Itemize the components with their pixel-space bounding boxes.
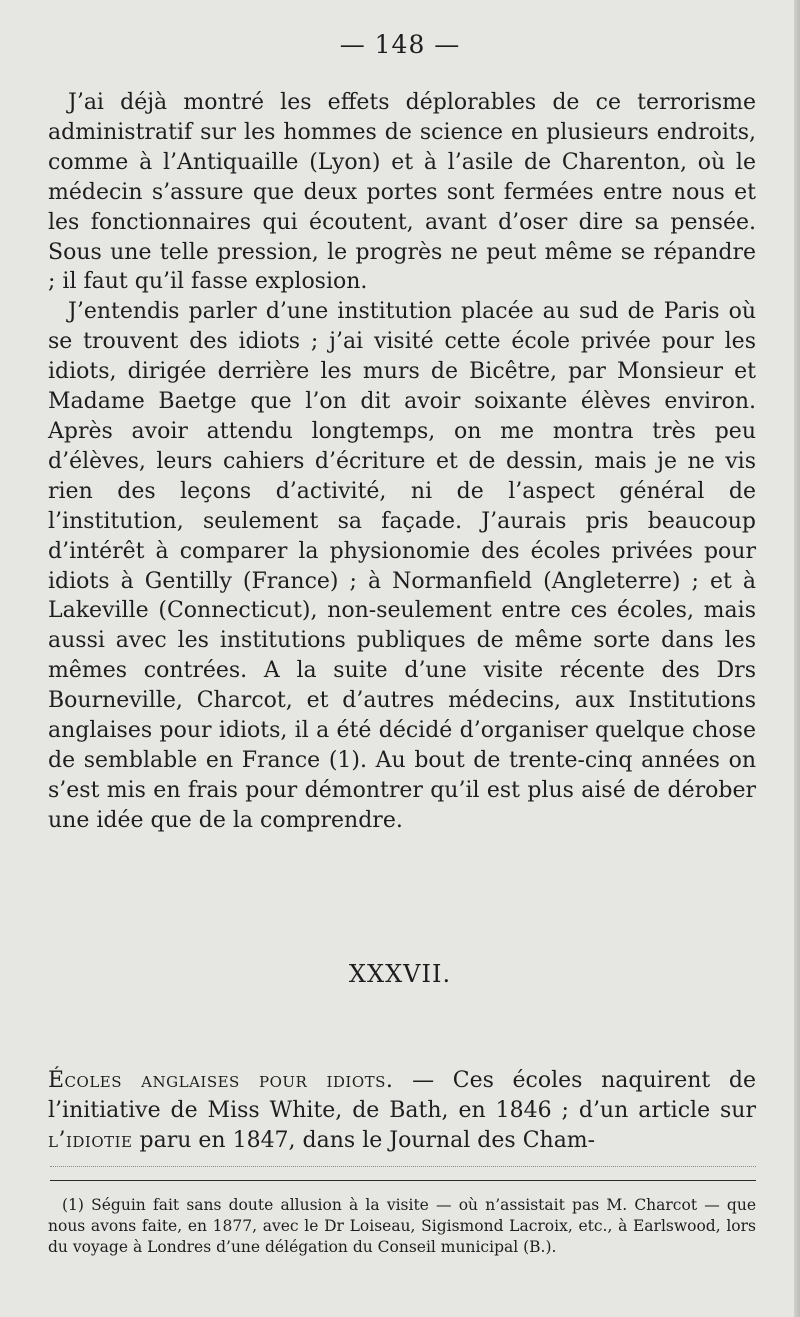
paragraph-terrorism: J’ai déjà montré les effets déplorables de ce terrorisme administratif sur les hommes de science en plusieurs endroits, comme à l’Antiquaille (Lyon) et à l’asile de Charenton, où le médecin s’assure que deux portes sont fermées entre nous et les fonctionnaires qui écoutent, avant d’oser dire sa pensée. Sous une telle pression, le progrès ne peut même se répandre ; il faut qu’il fasse explosion.: [48, 90, 756, 295]
section-inline-smallcaps: l’idiotie: [48, 1127, 133, 1153]
footnote-separator: [50, 1180, 756, 1181]
scan-edge-shadow: [794, 0, 800, 1317]
bleed-through-rule: [50, 1166, 756, 1167]
section-text-part-1: — Ces écoles naquirent de l’initiative de Miss White, de Bath, en 1846 ; d’un article sur: [48, 1068, 756, 1123]
section-heading: XXXVII.: [348, 960, 452, 988]
section-text: [48, 1066, 756, 1156]
footnote: (1) Séguin fait sans doute allusion à la visite — où n’assistait pas M. Charcot — que nous avons faite, en 1877, avec le Dr Loiseau, Sigismond Lacroix, etc., à Earlswood, lors du voyage à Londres d’une délégation du Conseil municipal (B.).: [48, 1196, 756, 1256]
page-number: — 148 —: [339, 30, 461, 59]
section-lead-title: Écoles anglaises pour idiots.: [48, 1068, 394, 1093]
section-text-part-2: paru en 1847, dans le Journal des Cham-: [132, 1127, 596, 1153]
body-text: [48, 88, 756, 836]
paragraph-institution-visit: J’entendis parler d’une institution placée au sud de Paris où se trouvent des idiots ; j’ai visité cette école privée pour les idiots, dirigée derrière les murs de Bicêtre, par Monsieur et Madame Baetge que l’on dit avoir soixante élèves environ. Après avoir attendu longtemps, on me montra très peu d’élèves, leurs cahiers d’écriture et de dessin, mais je ne vis rien des leçons d’activité, ni de l’aspect général de l’institution, seulement sa façade. J’aurais pris beaucoup d’intérêt à comparer la physionomie des écoles privées pour idiots à Gentilly (France) ; à Normanfield (Angleterre) ; et à Lakeville (Connecticut), non-seulement entre ces écoles, mais aussi avec les institutions publiques de même sorte dans les mêmes contrées. A la suite d’une visite récente des Drs Bourneville, Charcot, et d’autres médecins, aux Institutions anglaises pour idiots, il a été décidé d’organiser quelque chose de semblable en France (1). Au bout de trente-cinq années on s’est mis en frais pour démontrer qu’il est plus aisé de dérober une idée que de la comprendre.: [48, 299, 756, 833]
section-paragraph: [48, 1066, 756, 1156]
